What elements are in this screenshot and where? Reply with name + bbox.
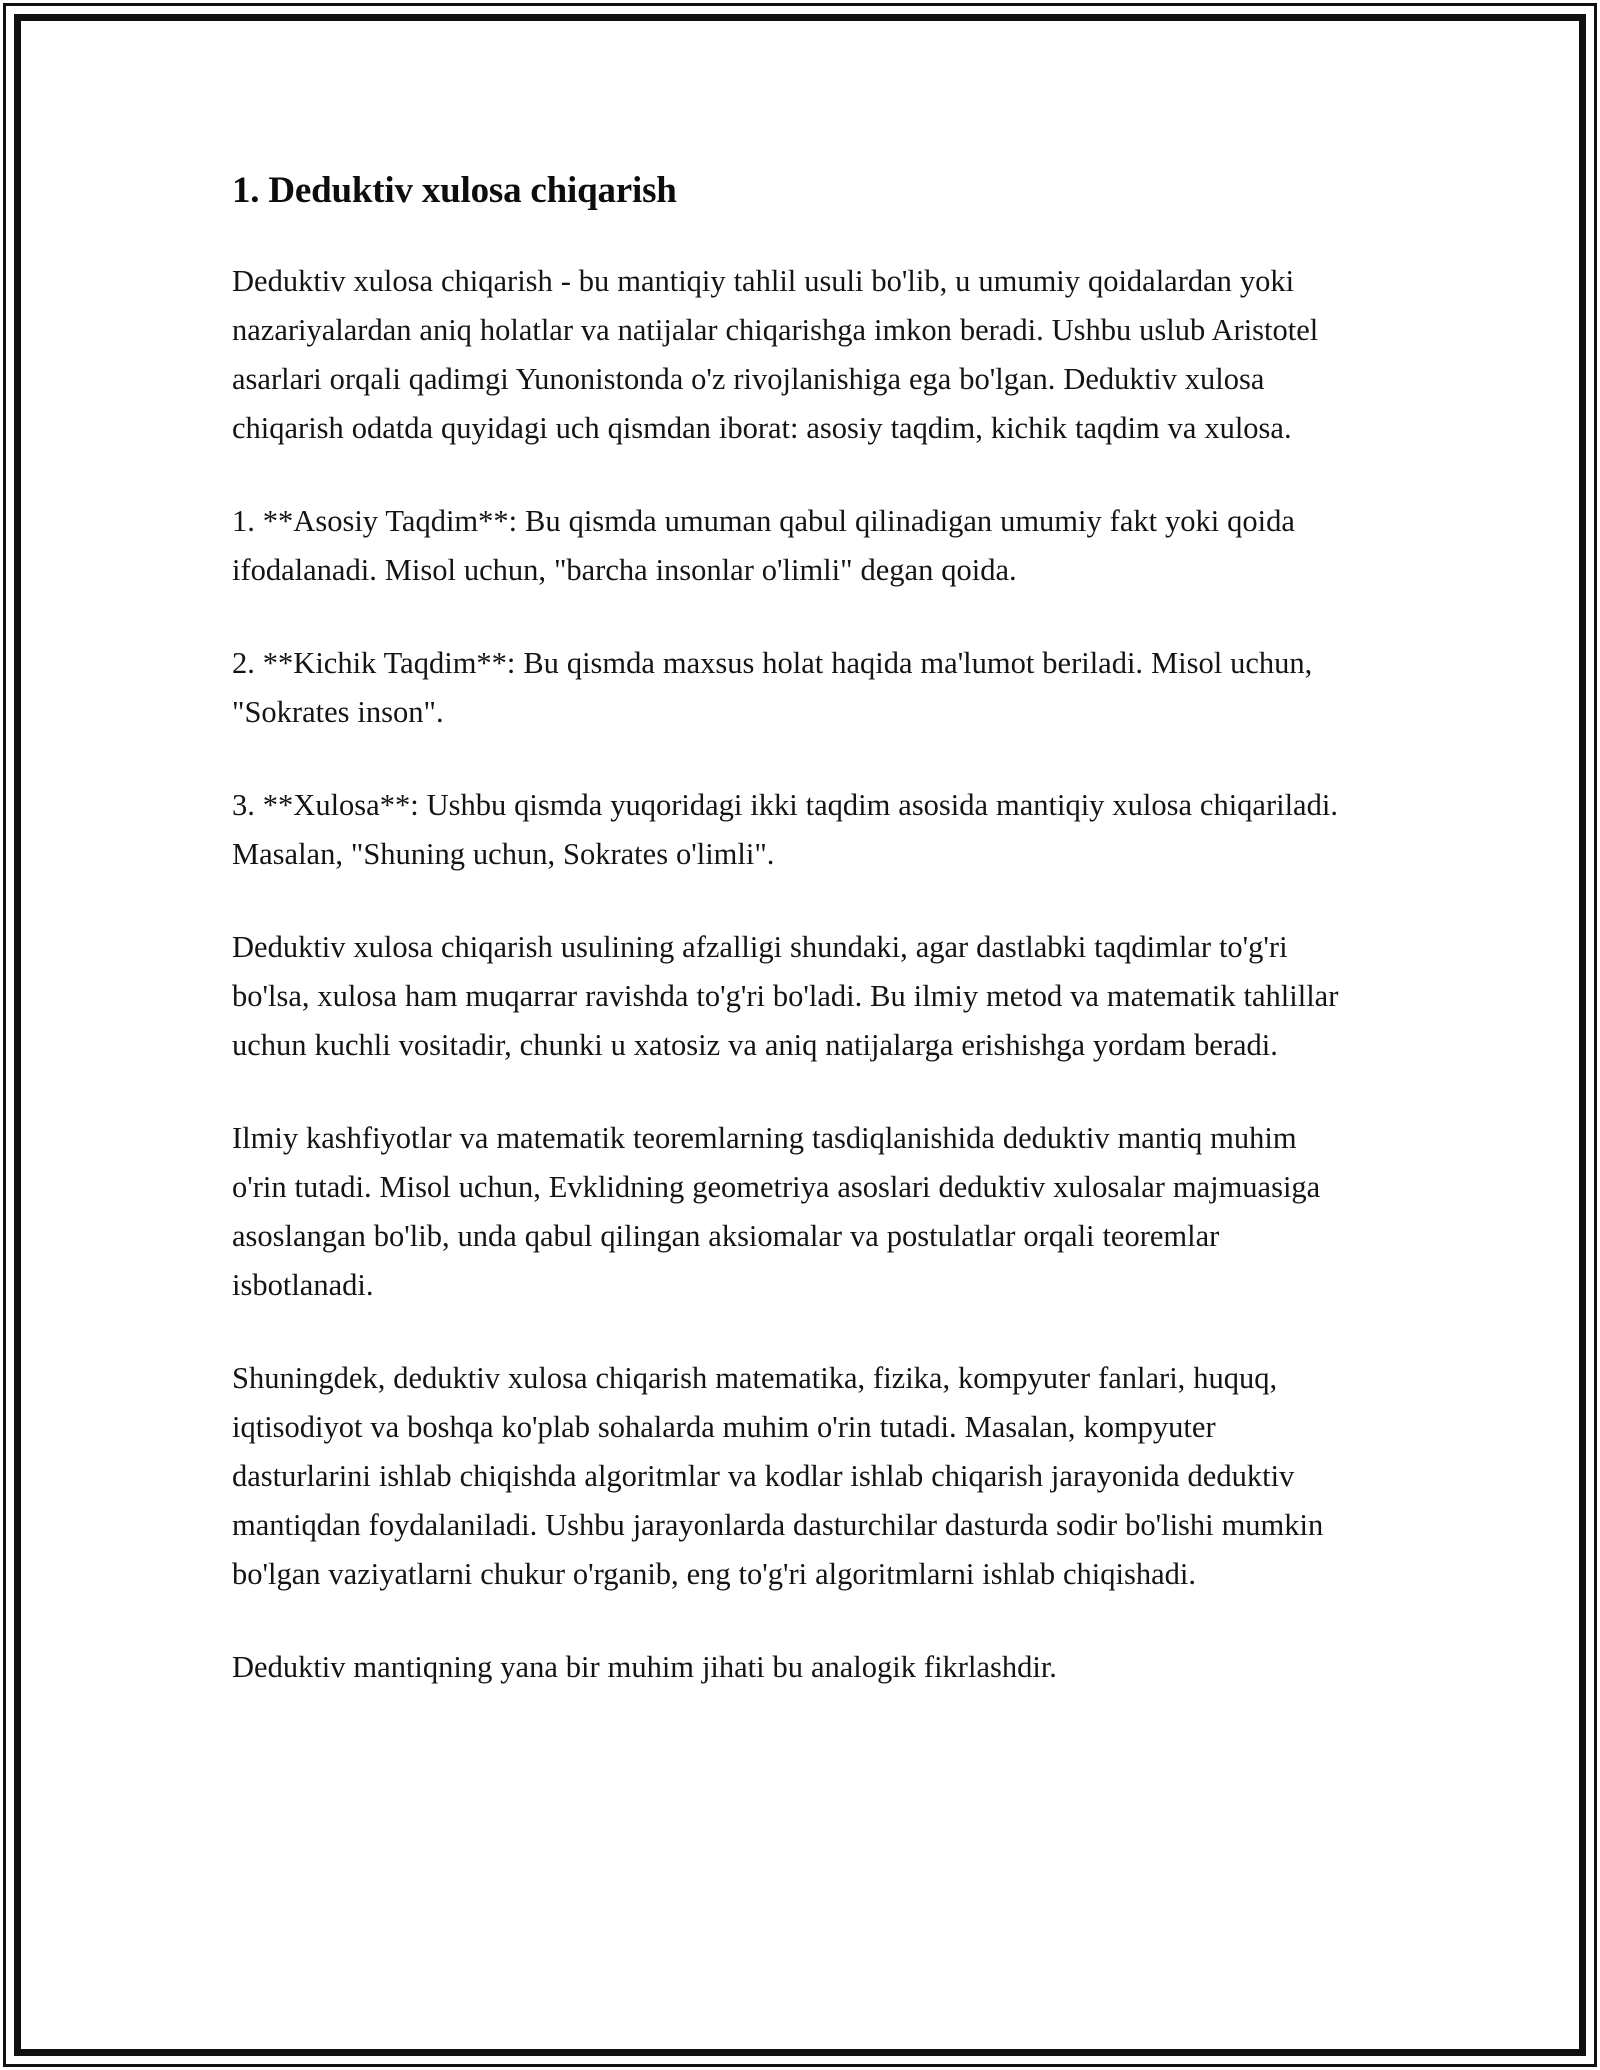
paragraph-afzalligi: Deduktiv xulosa chiqarish usulining afzalligi shundaki, agar dastlabki taqdimlar to'g'ri bo'lsa, xulosa ham muqarrar ravishda to'g'ri bo'ladi. Bu ilmiy metod va matematik tahlillar uchun kuchli vositadir, chunki u xatosiz va aniq natijalarga erishishga yordam beradi.: [232, 930, 1339, 1063]
document-body: [232, 168, 1352, 1692]
paragraph-analogik-fikrlash: Deduktiv mantiqning yana bir muhim jihati bu analogik fikrlashdir.: [232, 1650, 1057, 1685]
paragraph-ilmiy-kashfiyotlar: Ilmiy kashfiyotlar va matematik teoremlarning tasdiqlanishida deduktiv mantiq muhim o'rin tutadi. Misol uchun, Evklidning geometriya asoslari deduktiv xulosalar majmuasiga asoslangan bo'lib, unda qabul qilingan aksiomalar va postulatlar orqali teoremlar isbotlanadi.: [232, 1121, 1321, 1303]
list-item-xulosa: 3. **Xulosa**: Ushbu qismda yuqoridagi ikki taqdim asosida mantiqiy xulosa chiqariladi. Masalan, "Shuning uchun, Sokrates o'limli".: [232, 788, 1338, 872]
list-item-kichik-taqdim: 2. **Kichik Taqdim**: Bu qismda maxsus holat haqida ma'lumot beriladi. Misol uchun, "Sokrates inson".: [232, 646, 1313, 730]
page-title: 1. Deduktiv xulosa chiqarish: [232, 170, 677, 211]
paragraph-intro: Deduktiv xulosa chiqarish - bu mantiqiy tahlil usuli bo'lib, u umumiy qoidalardan yoki nazariyalardan aniq holatlar va natijalar chiqarishga imkon beradi. Ushbu uslub Aristotel asarlari orqali qadimgi Yunonistonda o'z rivojlanishiga ega bo'lgan. Deduktiv xulosa chiqarish odatda quyidagi uch qismdan iborat: asosiy taqdim, kichik taqdim va xulosa.: [232, 264, 1319, 446]
paragraph-sohalar: Shuningdek, deduktiv xulosa chiqarish matematika, fizika, kompyuter fanlari, huquq, iqtisodiyot va boshqa ko'plab sohalarda muhim o'rin tutadi. Masalan, kompyuter dasturlarini ishlab chiqishda algoritmlar va kodlar ishlab chiqarish jarayonida deduktiv mantiqdan foydalaniladi. Ushbu jarayonlarda dasturchilar dasturda sodir bo'lishi mumkin bo'lgan vaziyatlarni chukur o'rganib, eng to'g'ri algoritmlarni ishlab chiqishadi.: [232, 1361, 1324, 1592]
list-item-asosiy-taqdim: 1. **Asosiy Taqdim**: Bu qismda umuman qabul qilinadigan umumiy fakt yoki qoida ifodalanadi. Misol uchun, "barcha insonlar o'limli" degan qoida.: [232, 504, 1295, 588]
